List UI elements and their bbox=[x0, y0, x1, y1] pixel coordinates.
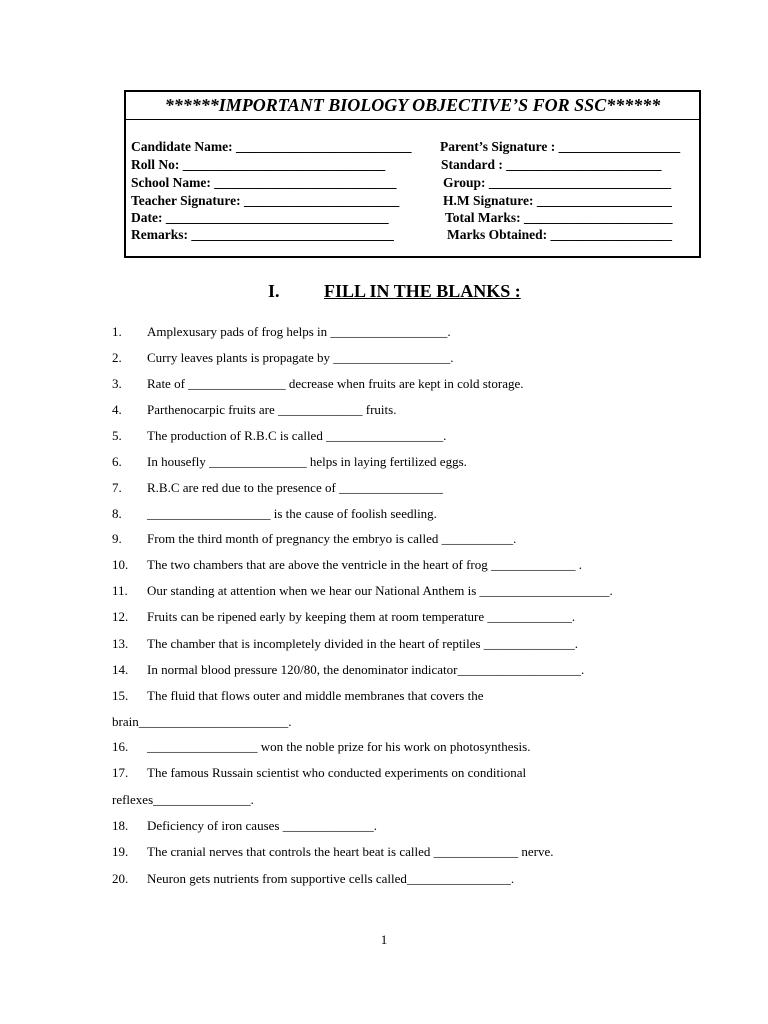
question-number: 8. bbox=[112, 506, 122, 521]
question-text: The production of R.B.C is called __________________. bbox=[147, 428, 447, 443]
page-number: 1 bbox=[380, 932, 388, 947]
question-item bbox=[112, 583, 613, 599]
question-text: Parthenocarpic fruits are _____________ fruits. bbox=[147, 402, 397, 417]
hm-signature-field[interactable]: H.M Signature: ____________________ bbox=[443, 193, 672, 208]
question-number: 15. bbox=[112, 688, 129, 703]
question-number: 9. bbox=[112, 531, 122, 546]
standard-field[interactable]: Standard : _______________________ bbox=[441, 157, 662, 172]
question-text: Amplexusary pads of frog helps in __________________. bbox=[147, 324, 451, 339]
question-item bbox=[112, 557, 582, 573]
question-item bbox=[112, 792, 254, 808]
question-number: 6. bbox=[112, 454, 122, 469]
question-text: R.B.C are red due to the presence of ________________ bbox=[147, 480, 444, 495]
question-item bbox=[112, 765, 526, 781]
question-number: 4. bbox=[112, 402, 122, 417]
group-field[interactable]: Group: ___________________________ bbox=[443, 175, 672, 190]
section-title: FILL IN THE BLANKS : bbox=[324, 281, 521, 301]
question-text: In normal blood pressure 120/80, the denominator indicator___________________. bbox=[147, 662, 585, 677]
question-item bbox=[112, 636, 578, 652]
question-item bbox=[112, 376, 524, 392]
date-field[interactable]: Date: _________________________________ bbox=[131, 210, 389, 225]
question-text: Fruits can be ripened early by keeping them at room temperature _____________. bbox=[147, 609, 576, 624]
question-item bbox=[112, 531, 516, 547]
question-number: 16. bbox=[112, 739, 129, 754]
remarks-field[interactable]: Remarks: ______________________________ bbox=[131, 227, 394, 242]
question-item bbox=[112, 402, 396, 418]
total-marks-field[interactable]: Total Marks: ______________________ bbox=[445, 210, 673, 225]
question-item bbox=[112, 739, 530, 755]
question-number: 18. bbox=[112, 818, 129, 833]
question-number: 19. bbox=[112, 844, 129, 859]
question-text: Neuron gets nutrients from supportive cells called________________. bbox=[147, 871, 515, 886]
question-number: 2. bbox=[112, 350, 122, 365]
question-text: Rate of _______________ decrease when fruits are kept in cold storage. bbox=[147, 376, 524, 391]
question-text: The fluid that flows outer and middle membranes that covers the bbox=[147, 688, 484, 703]
question-item bbox=[112, 714, 291, 730]
question-item bbox=[112, 662, 584, 678]
question-number: 5. bbox=[112, 428, 122, 443]
question-item bbox=[112, 350, 454, 366]
question-item bbox=[112, 324, 451, 340]
question-item bbox=[112, 871, 514, 887]
question-text: ___________________ is the cause of foolish seedling. bbox=[147, 506, 437, 521]
question-item bbox=[112, 454, 467, 470]
question-text: The famous Russain scientist who conducted experiments on conditional bbox=[147, 765, 527, 780]
question-number: 13. bbox=[112, 636, 129, 651]
marks-obtained-field[interactable]: Marks Obtained: __________________ bbox=[447, 227, 673, 242]
teacher-signature-field[interactable]: Teacher Signature: _______________________ bbox=[131, 193, 400, 208]
question-number: 14. bbox=[112, 662, 129, 677]
question-item bbox=[112, 428, 446, 444]
question-text: From the third month of pregnancy the embryo is called ___________. bbox=[147, 531, 517, 546]
question-item bbox=[112, 818, 377, 834]
question-text: The cranial nerves that controls the heart beat is called _____________ nerve. bbox=[147, 844, 554, 859]
school-name-field[interactable]: School Name: ___________________________ bbox=[131, 175, 397, 190]
question-number: 12. bbox=[112, 609, 129, 624]
question-number: 3. bbox=[112, 376, 122, 391]
question-item bbox=[112, 480, 443, 496]
question-text: Curry leaves plants is propagate by __________________. bbox=[147, 350, 454, 365]
parent-signature-field[interactable]: Parent’s Signature : __________________ bbox=[440, 139, 681, 154]
question-number: 11. bbox=[112, 583, 128, 598]
roll-no-field[interactable]: Roll No: ______________________________ bbox=[131, 157, 386, 172]
question-text: _________________ won the noble prize for his work on photosynthesis. bbox=[147, 739, 531, 754]
question-item bbox=[112, 688, 483, 704]
question-item bbox=[112, 506, 437, 522]
question-text: Deficiency of iron causes ______________. bbox=[147, 818, 377, 833]
section-number: I. bbox=[268, 281, 280, 301]
question-number: 7. bbox=[112, 480, 122, 495]
question-text: brain_______________________. bbox=[112, 714, 292, 729]
question-number: 20. bbox=[112, 871, 129, 886]
candidate-name-field[interactable]: Candidate Name: __________________________ bbox=[131, 139, 412, 154]
document-title: ******IMPORTANT BIOLOGY OBJECTIVE’S FOR SSC****** bbox=[126, 92, 699, 120]
question-text: Our standing at attention when we hear our National Anthem is ____________________. bbox=[147, 583, 613, 598]
question-number: 17. bbox=[112, 765, 129, 780]
question-text: In housefly _______________ helps in laying fertilized eggs. bbox=[147, 454, 467, 469]
question-item bbox=[112, 609, 575, 625]
question-item bbox=[112, 844, 553, 860]
question-number: 1. bbox=[112, 324, 122, 339]
question-text: The chamber that is incompletely divided in the heart of reptiles ______________. bbox=[147, 636, 579, 651]
question-number: 10. bbox=[112, 557, 129, 572]
question-text: The two chambers that are above the ventricle in the heart of frog _____________ . bbox=[147, 557, 582, 572]
question-text: reflexes_______________. bbox=[112, 792, 254, 807]
